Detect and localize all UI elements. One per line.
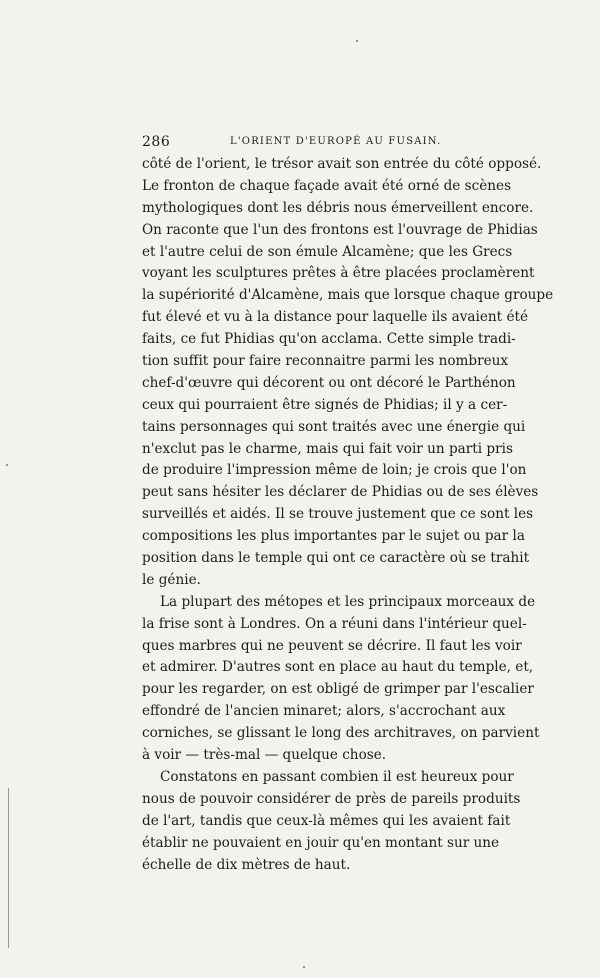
text-line: ceux qui pourraient être signés de Phidias; il y a cer-	[142, 396, 508, 413]
text-line: Constatons en passant combien il est heureux pour	[160, 768, 514, 785]
speck-mark	[6, 464, 8, 466]
text-line: à voir — très-mal — quelque chose.	[142, 747, 387, 764]
running-head	[142, 134, 498, 154]
text-line: nous de pouvoir considérer de près de pareils produits	[142, 790, 521, 807]
speck-mark	[356, 40, 358, 42]
text-line: position dans le temple qui ont ce caractère où se trahit	[142, 550, 530, 567]
text-line: faits, ce fut Phidias qu'on acclama. Cette simple tradi-	[142, 331, 516, 348]
margin-rule	[8, 788, 9, 948]
text-line: Le fronton de chaque façade avait été orné de scènes	[142, 177, 512, 194]
speck-mark	[303, 966, 305, 968]
text-line: et l'autre celui de son émule Alcamène; que les Grecs	[142, 243, 513, 260]
text-line: n'exclut pas le charme, mais qui fait voir un parti pris	[142, 440, 513, 457]
paragraph	[142, 592, 540, 767]
text-line: le génie.	[142, 571, 201, 588]
text-line: côté de l'orient, le trésor avait son entrée du côté opposé.	[142, 156, 542, 172]
text-line: ques marbres qui ne peuvent se décrire. Il faut les voir	[142, 637, 522, 654]
text-line: mythologiques dont les débris nous émerveillent encore.	[142, 199, 534, 216]
text-line: établir ne pouvaient en jouir qu'en montant sur une	[142, 834, 500, 851]
text-line: la supériorité d'Alcamène, mais que lorsque chaque groupe	[142, 287, 554, 304]
text-line: peut sans hésiter les déclarer de Phidias ou de ses élèves	[142, 484, 539, 501]
text-line: effondré de l'ancien minaret; alors, s'accrochant aux	[142, 703, 506, 720]
text-line: la frise sont à Londres. On a réuni dans l'intérieur quel-	[142, 615, 527, 632]
paragraph	[142, 154, 554, 592]
body-text	[142, 154, 554, 876]
text-line: compositions les plus importantes par le sujet ou par la	[142, 528, 525, 545]
text-line: fut élevé et vu à la distance pour laquelle ils avaient été	[142, 309, 529, 326]
running-title: L'ORIENT D'EUROPÉ AU FUSAIN.	[230, 136, 442, 147]
text-line: corniches, se glissant le long des architraves, on parvient	[142, 725, 540, 742]
text-line: pour les regarder, on est obligé de grimper par l'escalier	[142, 681, 534, 698]
text-line: de l'art, tandis que ceux-là mêmes qui les avaient fait	[142, 812, 511, 829]
text-line: tion suffit pour faire reconnaitre parmi les nombreux	[142, 353, 509, 370]
text-line: voyant les sculptures prêtes à être placées proclamèrent	[142, 265, 535, 282]
text-line: tains personnages qui sont traités avec une énergie qui	[142, 418, 526, 435]
page-number: 286	[142, 134, 171, 150]
text-line: de produire l'impression même de loin; je crois que l'on	[142, 462, 527, 479]
text-line: La plupart des métopes et les principaux morceaux de	[160, 593, 536, 610]
text-line: échelle de dix mètres de haut.	[142, 856, 351, 873]
text-line: On raconte que l'un des frontons est l'ouvrage de Phidias	[142, 221, 538, 238]
text-line: surveillés et aidés. Il se trouve justement que ce sont les	[142, 506, 534, 523]
text-line: chef-d'œuvre qui décorent ou ont décoré le Parthénon	[142, 374, 516, 391]
paragraph	[142, 767, 521, 876]
text-line: et admirer. D'autres sont en place au haut du temple, et,	[142, 659, 534, 676]
